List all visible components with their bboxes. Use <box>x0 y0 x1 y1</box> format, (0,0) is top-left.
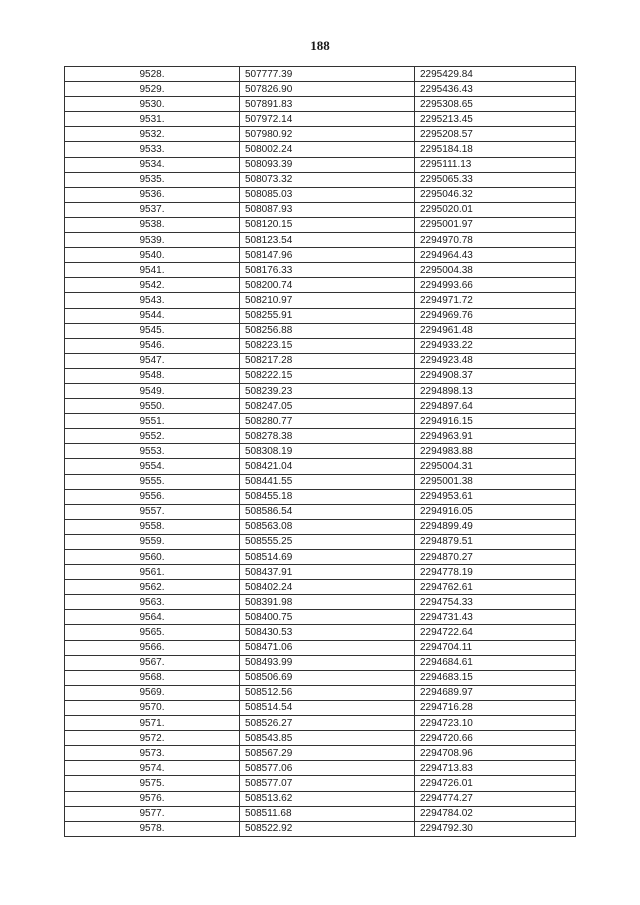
x-coordinate-cell: 508493.99 <box>240 655 415 670</box>
y-coordinate-cell: 2294961.48 <box>415 323 576 338</box>
y-coordinate-cell: 2294963.91 <box>415 429 576 444</box>
x-coordinate-cell: 508210.97 <box>240 293 415 308</box>
y-coordinate-cell: 2294713.83 <box>415 761 576 776</box>
point-number-cell: 9545. <box>65 323 240 338</box>
table-row <box>65 353 576 368</box>
y-coordinate-cell: 2294879.51 <box>415 534 576 549</box>
point-number-cell: 9534. <box>65 157 240 172</box>
point-number-cell: 9550. <box>65 399 240 414</box>
point-number-cell: 9578. <box>65 821 240 836</box>
y-coordinate-cell: 2294969.76 <box>415 308 576 323</box>
table-row <box>65 459 576 474</box>
x-coordinate-cell: 508577.07 <box>240 776 415 791</box>
table-row <box>65 399 576 414</box>
x-coordinate-cell: 508506.69 <box>240 670 415 685</box>
y-coordinate-cell: 2295184.18 <box>415 142 576 157</box>
y-coordinate-cell: 2294870.27 <box>415 550 576 565</box>
x-coordinate-cell: 508567.29 <box>240 746 415 761</box>
point-number-cell: 9531. <box>65 112 240 127</box>
x-coordinate-cell: 508522.92 <box>240 821 415 836</box>
point-number-cell: 9563. <box>65 595 240 610</box>
y-coordinate-cell: 2294723.10 <box>415 716 576 731</box>
point-number-cell: 9556. <box>65 489 240 504</box>
y-coordinate-cell: 2294898.13 <box>415 383 576 398</box>
table-row <box>65 338 576 353</box>
x-coordinate-cell: 508513.62 <box>240 791 415 806</box>
table-row <box>65 731 576 746</box>
x-coordinate-cell: 508441.55 <box>240 474 415 489</box>
table-row <box>65 293 576 308</box>
y-coordinate-cell: 2295065.33 <box>415 172 576 187</box>
x-coordinate-cell: 507777.39 <box>240 67 415 82</box>
y-coordinate-cell: 2295004.38 <box>415 263 576 278</box>
point-number-cell: 9539. <box>65 233 240 248</box>
table-row <box>65 429 576 444</box>
table-row <box>65 263 576 278</box>
x-coordinate-cell: 508514.69 <box>240 550 415 565</box>
point-number-cell: 9533. <box>65 142 240 157</box>
x-coordinate-cell: 508147.96 <box>240 248 415 263</box>
y-coordinate-cell: 2295001.38 <box>415 474 576 489</box>
table-row <box>65 655 576 670</box>
point-number-cell: 9543. <box>65 293 240 308</box>
point-number-cell: 9547. <box>65 353 240 368</box>
x-coordinate-cell: 508247.05 <box>240 399 415 414</box>
point-number-cell: 9538. <box>65 217 240 232</box>
point-number-cell: 9555. <box>65 474 240 489</box>
y-coordinate-cell: 2294708.96 <box>415 746 576 761</box>
x-coordinate-cell: 508256.88 <box>240 323 415 338</box>
y-coordinate-cell: 2294908.37 <box>415 368 576 383</box>
y-coordinate-cell: 2294953.61 <box>415 489 576 504</box>
point-number-cell: 9551. <box>65 414 240 429</box>
y-coordinate-cell: 2294778.19 <box>415 565 576 580</box>
y-coordinate-cell: 2295020.01 <box>415 202 576 217</box>
point-number-cell: 9544. <box>65 308 240 323</box>
y-coordinate-cell: 2295004.31 <box>415 459 576 474</box>
y-coordinate-cell: 2294762.61 <box>415 580 576 595</box>
table-row <box>65 142 576 157</box>
y-coordinate-cell: 2294689.97 <box>415 685 576 700</box>
y-coordinate-cell: 2294933.22 <box>415 338 576 353</box>
point-number-cell: 9566. <box>65 640 240 655</box>
table-row <box>65 248 576 263</box>
point-number-cell: 9548. <box>65 368 240 383</box>
table-row <box>65 821 576 836</box>
table-row <box>65 127 576 142</box>
point-number-cell: 9573. <box>65 746 240 761</box>
x-coordinate-cell: 508512.56 <box>240 685 415 700</box>
table-row <box>65 474 576 489</box>
table-row <box>65 172 576 187</box>
point-number-cell: 9552. <box>65 429 240 444</box>
point-number-cell: 9577. <box>65 806 240 821</box>
table-row <box>65 776 576 791</box>
table-row <box>65 504 576 519</box>
y-coordinate-cell: 2294993.66 <box>415 278 576 293</box>
x-coordinate-cell: 507891.83 <box>240 97 415 112</box>
point-number-cell: 9569. <box>65 685 240 700</box>
y-coordinate-cell: 2294971.72 <box>415 293 576 308</box>
x-coordinate-cell: 508437.91 <box>240 565 415 580</box>
y-coordinate-cell: 2294897.64 <box>415 399 576 414</box>
y-coordinate-cell: 2294716.28 <box>415 700 576 715</box>
table-row <box>65 97 576 112</box>
table-row <box>65 489 576 504</box>
table-row <box>65 217 576 232</box>
x-coordinate-cell: 508120.15 <box>240 217 415 232</box>
y-coordinate-cell: 2294784.02 <box>415 806 576 821</box>
y-coordinate-cell: 2295308.65 <box>415 97 576 112</box>
table-row <box>65 716 576 731</box>
point-number-cell: 9570. <box>65 700 240 715</box>
point-number-cell: 9528. <box>65 67 240 82</box>
point-number-cell: 9575. <box>65 776 240 791</box>
y-coordinate-cell: 2294683.15 <box>415 670 576 685</box>
table-row <box>65 67 576 82</box>
x-coordinate-cell: 508577.06 <box>240 761 415 776</box>
y-coordinate-cell: 2295436.43 <box>415 82 576 97</box>
point-number-cell: 9565. <box>65 625 240 640</box>
y-coordinate-cell: 2294731.43 <box>415 610 576 625</box>
x-coordinate-cell: 508087.93 <box>240 202 415 217</box>
table-row <box>65 685 576 700</box>
y-coordinate-cell: 2295213.45 <box>415 112 576 127</box>
x-coordinate-cell: 508514.54 <box>240 700 415 715</box>
table-row <box>65 202 576 217</box>
table-row <box>65 383 576 398</box>
x-coordinate-cell: 508421.04 <box>240 459 415 474</box>
x-coordinate-cell: 508308.19 <box>240 444 415 459</box>
x-coordinate-cell: 508255.91 <box>240 308 415 323</box>
table-row <box>65 625 576 640</box>
point-number-cell: 9554. <box>65 459 240 474</box>
y-coordinate-cell: 2294684.61 <box>415 655 576 670</box>
point-number-cell: 9530. <box>65 97 240 112</box>
point-number-cell: 9560. <box>65 550 240 565</box>
point-number-cell: 9571. <box>65 716 240 731</box>
y-coordinate-cell: 2295111.13 <box>415 157 576 172</box>
point-number-cell: 9567. <box>65 655 240 670</box>
y-coordinate-cell: 2294923.48 <box>415 353 576 368</box>
x-coordinate-cell: 508239.23 <box>240 383 415 398</box>
y-coordinate-cell: 2294720.66 <box>415 731 576 746</box>
table-row <box>65 550 576 565</box>
point-number-cell: 9562. <box>65 580 240 595</box>
table-row <box>65 806 576 821</box>
x-coordinate-cell: 508217.28 <box>240 353 415 368</box>
y-coordinate-cell: 2294916.05 <box>415 504 576 519</box>
x-coordinate-cell: 508002.24 <box>240 142 415 157</box>
x-coordinate-cell: 508471.06 <box>240 640 415 655</box>
table-row <box>65 595 576 610</box>
table-row <box>65 368 576 383</box>
point-number-cell: 9564. <box>65 610 240 625</box>
y-coordinate-cell: 2294726.01 <box>415 776 576 791</box>
y-coordinate-cell: 2295208.57 <box>415 127 576 142</box>
table-row <box>65 610 576 625</box>
x-coordinate-cell: 507826.90 <box>240 82 415 97</box>
x-coordinate-cell: 508400.75 <box>240 610 415 625</box>
point-number-cell: 9572. <box>65 731 240 746</box>
point-number-cell: 9529. <box>65 82 240 97</box>
point-number-cell: 9553. <box>65 444 240 459</box>
x-coordinate-cell: 508200.74 <box>240 278 415 293</box>
point-number-cell: 9559. <box>65 534 240 549</box>
table-row <box>65 700 576 715</box>
point-number-cell: 9535. <box>65 172 240 187</box>
x-coordinate-cell: 508278.38 <box>240 429 415 444</box>
x-coordinate-cell: 508511.68 <box>240 806 415 821</box>
table-row <box>65 519 576 534</box>
x-coordinate-cell: 508093.39 <box>240 157 415 172</box>
table-row <box>65 444 576 459</box>
coordinates-table <box>64 66 576 837</box>
table-row <box>65 112 576 127</box>
table-row <box>65 82 576 97</box>
point-number-cell: 9561. <box>65 565 240 580</box>
table-row <box>65 278 576 293</box>
coordinates-table-body <box>65 67 576 837</box>
point-number-cell: 9532. <box>65 127 240 142</box>
y-coordinate-cell: 2294704.11 <box>415 640 576 655</box>
table-row <box>65 580 576 595</box>
y-coordinate-cell: 2294774.27 <box>415 791 576 806</box>
table-row <box>65 640 576 655</box>
point-number-cell: 9541. <box>65 263 240 278</box>
table-row <box>65 746 576 761</box>
y-coordinate-cell: 2294899.49 <box>415 519 576 534</box>
point-number-cell: 9576. <box>65 791 240 806</box>
y-coordinate-cell: 2294983.88 <box>415 444 576 459</box>
x-coordinate-cell: 508563.08 <box>240 519 415 534</box>
point-number-cell: 9537. <box>65 202 240 217</box>
page-number: 188 <box>310 38 330 53</box>
table-row <box>65 414 576 429</box>
y-coordinate-cell: 2294754.33 <box>415 595 576 610</box>
y-coordinate-cell: 2294916.15 <box>415 414 576 429</box>
x-coordinate-cell: 508586.54 <box>240 504 415 519</box>
x-coordinate-cell: 508085.03 <box>240 187 415 202</box>
table-row <box>65 157 576 172</box>
table-row <box>65 534 576 549</box>
table-row <box>65 565 576 580</box>
point-number-cell: 9536. <box>65 187 240 202</box>
y-coordinate-cell: 2295429.84 <box>415 67 576 82</box>
point-number-cell: 9540. <box>65 248 240 263</box>
table-row <box>65 187 576 202</box>
x-coordinate-cell: 508176.33 <box>240 263 415 278</box>
x-coordinate-cell: 508543.85 <box>240 731 415 746</box>
x-coordinate-cell: 508280.77 <box>240 414 415 429</box>
table-row <box>65 670 576 685</box>
point-number-cell: 9549. <box>65 383 240 398</box>
y-coordinate-cell: 2295046.32 <box>415 187 576 202</box>
x-coordinate-cell: 508222.15 <box>240 368 415 383</box>
y-coordinate-cell: 2294722.64 <box>415 625 576 640</box>
y-coordinate-cell: 2294970.78 <box>415 233 576 248</box>
point-number-cell: 9574. <box>65 761 240 776</box>
table-row <box>65 308 576 323</box>
x-coordinate-cell: 508430.53 <box>240 625 415 640</box>
x-coordinate-cell: 508402.24 <box>240 580 415 595</box>
x-coordinate-cell: 508455.18 <box>240 489 415 504</box>
x-coordinate-cell: 508123.54 <box>240 233 415 248</box>
point-number-cell: 9546. <box>65 338 240 353</box>
x-coordinate-cell: 508223.15 <box>240 338 415 353</box>
table-row <box>65 323 576 338</box>
y-coordinate-cell: 2294792.30 <box>415 821 576 836</box>
y-coordinate-cell: 2294964.43 <box>415 248 576 263</box>
x-coordinate-cell: 507972.14 <box>240 112 415 127</box>
table-row <box>65 791 576 806</box>
point-number-cell: 9557. <box>65 504 240 519</box>
x-coordinate-cell: 507980.92 <box>240 127 415 142</box>
point-number-cell: 9542. <box>65 278 240 293</box>
y-coordinate-cell: 2295001.97 <box>415 217 576 232</box>
table-row <box>65 761 576 776</box>
point-number-cell: 9558. <box>65 519 240 534</box>
x-coordinate-cell: 508073.32 <box>240 172 415 187</box>
x-coordinate-cell: 508555.25 <box>240 534 415 549</box>
x-coordinate-cell: 508526.27 <box>240 716 415 731</box>
point-number-cell: 9568. <box>65 670 240 685</box>
table-row <box>65 233 576 248</box>
x-coordinate-cell: 508391.98 <box>240 595 415 610</box>
